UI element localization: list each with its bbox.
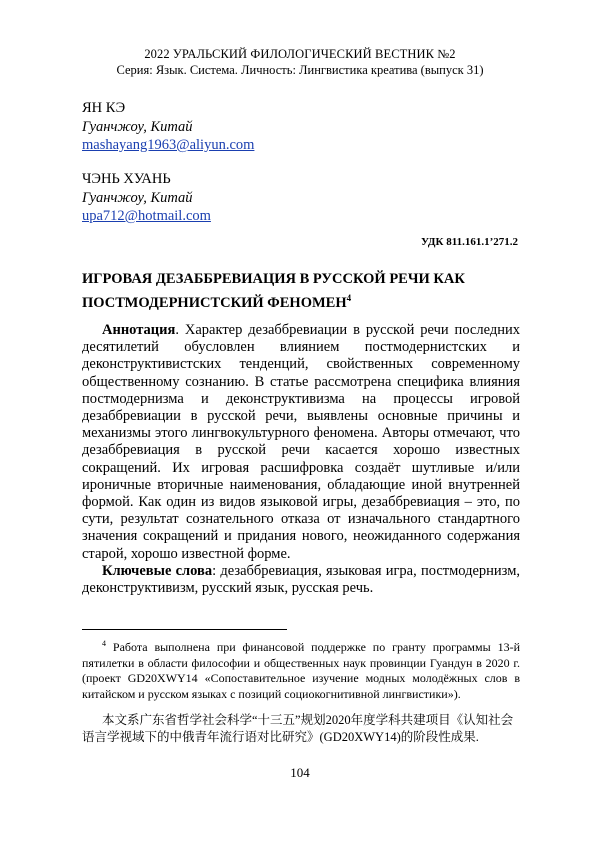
title-footnote-mark[interactable]: 4 [346,293,352,303]
footnote-text-block [82,636,520,702]
author-name: ЧЭНЬ ХУАНЬ [82,171,171,187]
title-line: ПОСТМОДЕРНИСТСКИЙ ФЕНОМЕН [82,294,347,311]
author-city: Гуанчжоу, Китай [82,119,193,135]
abstract-paragraph [82,322,520,563]
journal-header: 2022 УРАЛЬСКИЙ ФИЛОЛОГИЧЕСКИЙ ВЕСТНИК №2 [144,47,456,61]
abstract-text: . Характер дезаббревиации в русской речи последних десятилетий обусловлен влиянием постмодернистских и деконструктивистских тенденций, свойственных современному общественному сознанию. В статье рассмотрена специфика влияния постмодернизма и деконструктивизма на процессы игровой дезаббревиации в русской речи, выявлены основные причины и механизмы этого лингвокультурного феномена. Авторы отмечают, что дезаббревиация в русской речи касается хорошо известных сокращений. Их игровая расшифровка создаёт шутливые и/или ироничные вторичные наименования, обладающие иной внутренней формой. Как один из видов языковой игры, дезаббревиация – это, по сути, результат сознательного отказа от изначального стандартного значения сокращений и придания нового, неожиданного содержания старой, хорошо известной форме. [82,322,520,562]
chinese-note-text: 本文系广东省哲学社会科学“十三五”规划2020年度学科共建项目《认知社会语言学视域下的中俄青年流行语对比研究》(GD20XWY14)的阶段性成果. [82,713,514,744]
author-email-link[interactable]: mashayang1963@aliyun.com [82,137,255,153]
abstract-block [82,322,520,597]
author-email-link[interactable]: upa712@hotmail.com [82,208,211,224]
page-number: 104 [290,765,310,780]
author-city: Гуанчжоу, Китай [82,190,193,206]
author-name: ЯН КЭ [82,100,126,116]
keywords-paragraph [82,563,520,597]
keywords-text: : дезаббревиация, языковая игра, постмодернизм, деконструктивизм, русский язык, русская речь. [82,562,521,597]
chinese-note [82,712,520,746]
title-line: ИГРОВАЯ ДЕЗАББРЕВИАЦИЯ В РУССКОЙ РЕЧИ КАК [82,271,465,287]
keywords-label: Ключевые слова [102,562,213,579]
abstract-label: Аннотация [102,322,176,338]
udk-code: УДК 811.161.1’271.2 [420,236,518,248]
footnote-mark: 4 [102,639,106,648]
footnote [82,636,520,702]
footnote-text: Работа выполнена при финансовой поддержке по гранту программы 13-й пятилетки в области философии и общественных наук провинции Гуандун в 2020 г. (проект GD20XWY14 «Сопоставительное изучение модных молодёжных слов в китайском и русском языках с позиций социокогнитивной лингвистики»). [82,640,520,701]
series-header: Серия: Язык. Система. Личность: Лингвистика креатива (выпуск 31) [116,63,484,77]
footnote-divider [82,629,287,630]
article-title [82,270,522,313]
